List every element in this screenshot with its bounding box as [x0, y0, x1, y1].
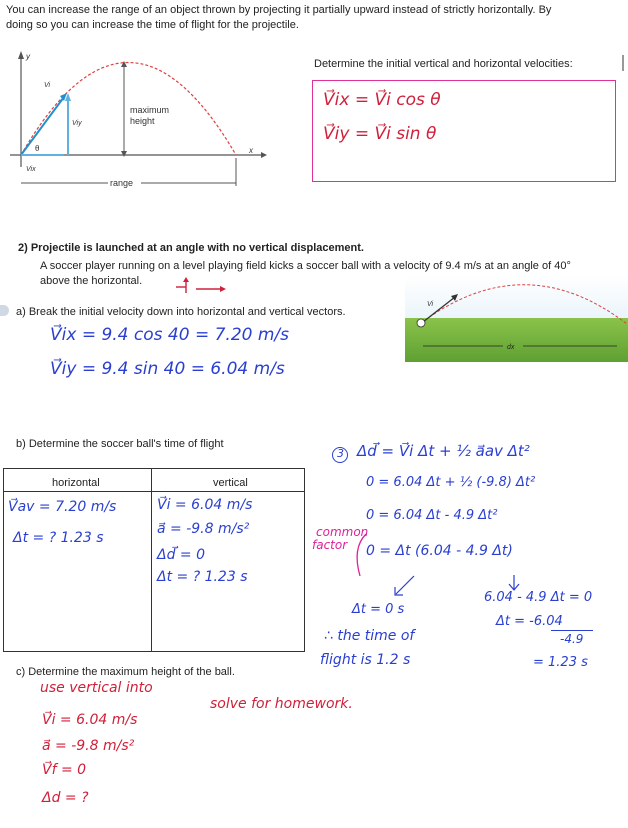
part-c-vf: V⃗f = 0 — [42, 762, 87, 778]
table-v-dd: Δd⃗ = 0 — [157, 547, 206, 563]
kinematic-equation: Δd⃗ = V⃗i Δt + ½ a⃗av Δt² — [357, 442, 530, 460]
table-v-a: a⃗ = -9.8 m/s² — [157, 521, 250, 537]
conclusion-line-2: flight is 1.2 s — [320, 652, 411, 668]
soccer-ball — [417, 319, 425, 327]
result-dt-zero: Δt = 0 s — [352, 602, 405, 617]
trajectory-curve — [21, 63, 236, 156]
soccer-vi-label: Vi — [427, 301, 434, 308]
table-col-vertical: vertical — [213, 477, 248, 489]
max-height-label-1: maximum — [130, 105, 170, 115]
common-label: common — [316, 525, 369, 539]
intro-line-1: You can increase the range of an object thrown by projecting it partially upward instead of strictly horizontally. By — [6, 4, 552, 16]
part-c-a: a⃗ = -9.8 m/s² — [42, 738, 135, 754]
box-eq-vix: V⃗ix = V⃗i cos θ — [323, 90, 441, 110]
max-height-label-2: height — [130, 116, 155, 126]
fraction-bar — [551, 630, 593, 631]
givens-table — [3, 468, 305, 652]
table-h-dt: Δt = ? 1.23 s — [13, 530, 104, 546]
q2-heading: 2) Projectile is launched at an angle with no vertical displacement. — [18, 242, 364, 254]
box-eq-viy: V⃗iy = V⃗i sin θ — [323, 124, 437, 144]
equation-number: 3 — [337, 447, 344, 460]
factor-label: factor — [312, 538, 348, 552]
table-v-dt: Δt = ? 1.23 s — [157, 569, 248, 585]
trajectory-diagram — [6, 45, 268, 195]
part-a-viy: V⃗iy = 9.4 sin 40 = 6.04 m/s — [50, 359, 285, 379]
vi-label: Vi — [44, 82, 51, 89]
part-c-note: use vertical into — [40, 680, 153, 696]
table-col-horizontal: horizontal — [52, 477, 100, 489]
ball-trajectory — [421, 285, 627, 324]
homework-note: solve for homework. — [210, 696, 353, 712]
soccer-field-diagram — [405, 276, 628, 362]
arrow-left-branch — [380, 572, 420, 602]
range-label: range — [110, 178, 134, 188]
table-h-vav: V⃗av = 7.20 m/s — [8, 499, 117, 515]
vix-label: Vix — [26, 166, 36, 173]
conclusion-line-1: ∴ the time of — [324, 628, 415, 644]
intro-text — [6, 3, 626, 33]
box-prompt: Determine the initial vertical and horizontal velocities: — [314, 58, 573, 70]
x-axis-label: x — [249, 146, 253, 155]
result-final: = 1.23 s — [533, 655, 588, 670]
table-v-vi: V⃗i = 6.04 m/s — [157, 497, 253, 513]
vi-vector — [21, 97, 64, 155]
angle-arrows-sketch — [172, 275, 232, 297]
soccer-dx-label: dx — [507, 344, 515, 351]
q2-text-1: A soccer player running on a level playing field kicks a soccer ball with a velocity of 9.4 m/s at an angle of 40° — [40, 260, 571, 272]
work-step-1: 0 = 6.04 Δt + ½ (-9.8) Δt² — [366, 475, 536, 490]
part-c-vi: V⃗i = 6.04 m/s — [42, 712, 138, 728]
comment-marker[interactable] — [0, 305, 9, 316]
part-a-vix: V⃗ix = 9.4 cos 40 = 7.20 m/s — [50, 325, 289, 345]
result-step-3: -4.9 — [560, 632, 584, 646]
part-b-label: b) Determine the soccer ball's time of flight — [16, 438, 224, 450]
y-axis-label: y — [26, 52, 30, 61]
work-step-3: 0 = Δt (6.04 - 4.9 Δt) — [366, 543, 513, 559]
result-step-2: Δt = -6.04 — [496, 614, 563, 629]
text-cursor — [622, 55, 624, 71]
viy-label: Viy — [72, 120, 82, 127]
q2-text-2: above the horizontal. — [40, 275, 143, 287]
part-c-label: c) Determine the maximum height of the ball. — [16, 666, 235, 678]
part-a-label: a) Break the initial velocity down into horizontal and vertical vectors. — [16, 306, 346, 318]
part-c-dd: Δd = ? — [42, 790, 89, 806]
theta-label: θ — [35, 144, 40, 153]
work-step-2: 0 = 6.04 Δt - 4.9 Δt² — [366, 508, 498, 523]
intro-line-2: doing so you can increase the time of flight for the projectile. — [6, 19, 299, 31]
result-step-1: 6.04 - 4.9 Δt = 0 — [484, 590, 593, 605]
